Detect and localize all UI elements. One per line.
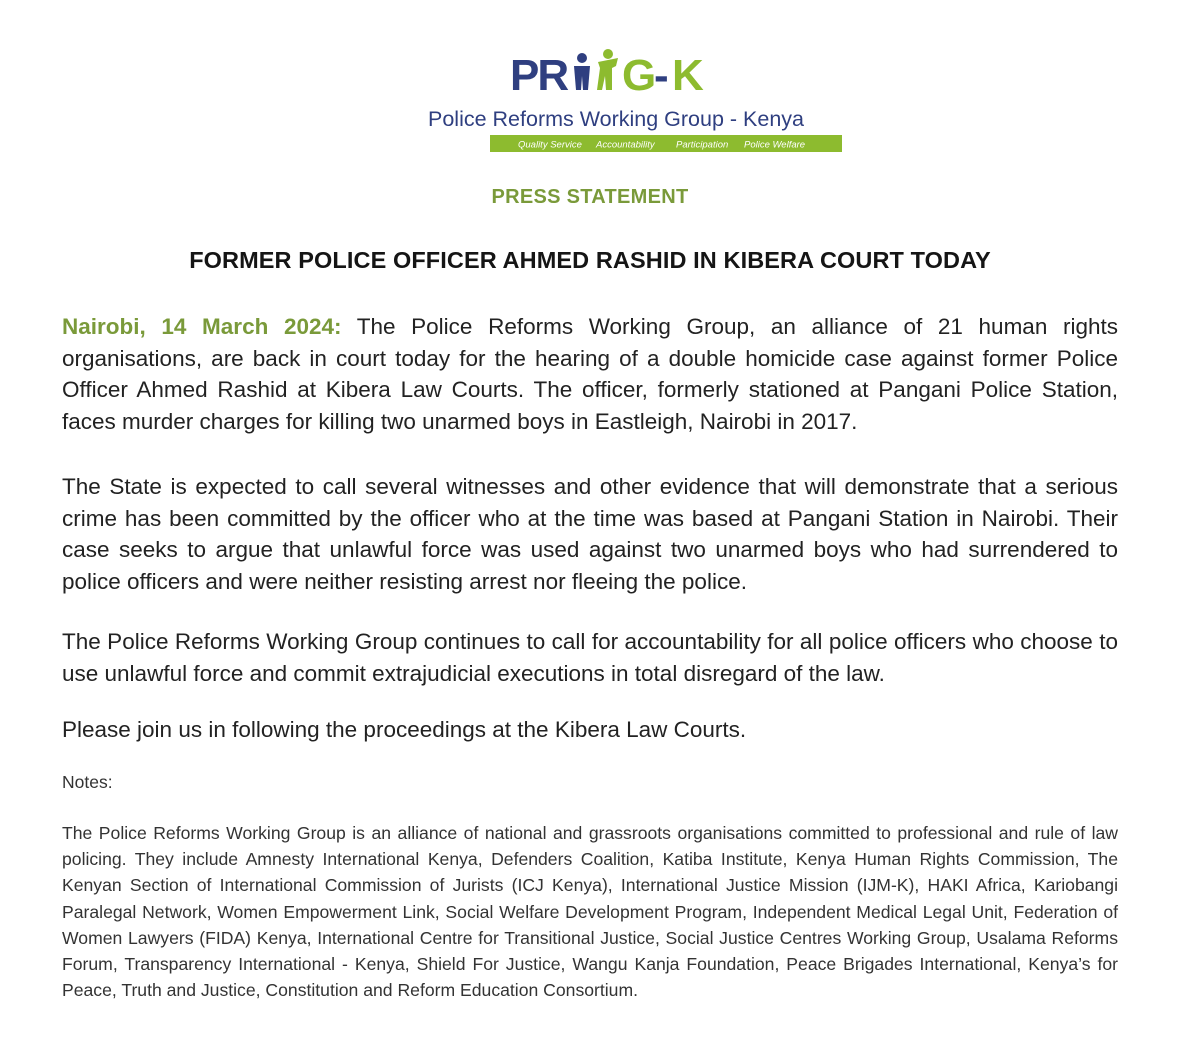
dateline: Nairobi, 14 March 2024: [62, 314, 342, 339]
paragraph-4: Please join us in following the proceedings at the Kibera Law Courts. [62, 717, 747, 742]
svg-text:K: K [672, 51, 704, 100]
paragraph-3: The Police Reforms Working Group continues to call for accountability for all police officers who choose to use unlawful force and commit extrajudicial executions in total disregard of the law. [62, 629, 1118, 686]
tagline-item: Police Welfare [744, 139, 806, 151]
press-statement-label: PRESS STATEMENT [491, 186, 689, 208]
org-name-text: Police Reforms Working Group - Kenya [428, 107, 804, 131]
paragraph-1 [62, 311, 1118, 437]
paragraph-2: The State is expected to call several witnesses and other evidence that will demonstrate that a serious crime has been committed by the officer who at the time was based at Pangani Station in Nairobi. Their case seeks to argue that unlawful force was used against two unarmed boys who had surrendered to police officers and were neither resisting arrest nor fleeing the police. [62, 474, 1118, 594]
people-figures-icon [574, 49, 618, 90]
tagline-item: Quality Service [518, 139, 582, 151]
tagline-item: Accountability [596, 139, 655, 151]
prwgk-logo-graphic [422, 48, 842, 158]
notes-body: The Police Reforms Working Group is an alliance of national and grassroots organisations committed to professional and rule of law policing. They include Amnesty International Kenya, Defenders Coalition, Katiba Institute, Kenya Human Rights Commission, The Kenyan Section of International Commission of Jurists (ICJ Kenya), International Justice Mission (IJM-K), HAKI Africa, Kariobangi Paralegal Network, Women Empowerment Link, Social Welfare Development Program, Independent Medical Legal Unit, Federation of Women Lawyers (FIDA) Kenya, International Centre for Transitional Justice, Social Justice Centres Working Group, Usalama Reforms Forum, Transparency International - Kenya, Shield For Justice, Wangu Kanja Foundation, Peace Brigades International, Kenya’s for Peace, Truth and Justice, Constitution and Reform Education Consortium. [62, 823, 1118, 1001]
notes-label: Notes: [62, 772, 113, 792]
organization-logo [422, 48, 842, 158]
paragraph-1-text: The Police Reforms Working Group, an alliance of 21 human rights organisations, are back in court today for the hearing of a double homicide case against former Police Officer Ahmed Rashid at Kibera Law Courts. The officer, formerly stationed at Pangani Police Station, faces murder charges for killing two unarmed boys in Eastleigh, Nairobi in 2017. [62, 314, 1118, 434]
svg-text:-: - [654, 51, 669, 100]
headline: FORMER POLICE OFFICER AHMED RASHID IN KIBERA COURT TODAY [189, 247, 991, 273]
svg-text:PR: PR [510, 51, 568, 100]
svg-text:G: G [622, 51, 656, 100]
tagline-item: Participation [676, 139, 729, 151]
